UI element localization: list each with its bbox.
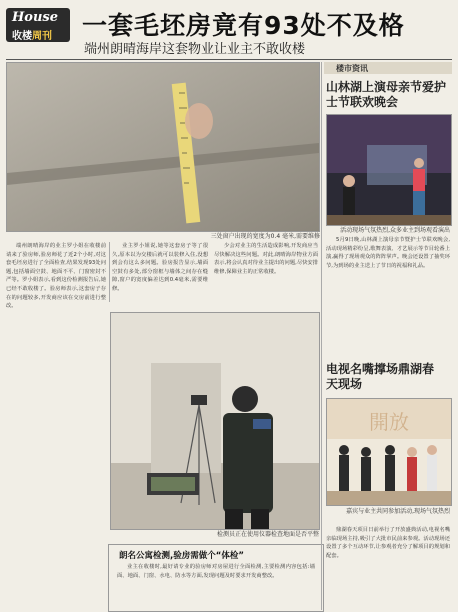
article-column-3: 少会对业主的生活造成影响,开发商应当尽快解决这些问题。对此,朗晴海岸物业方面表示,将会认真对待业主提出的问题,尽快安排维修,保障业主的正常收楼。	[214, 243, 318, 275]
story1-text: 5月9日晚,山林湖上演母亲节暨护士节联欢晚会,活动现场精彩纷呈,歌舞表演、才艺展示等节目轮番上演,赢得了现场观众的阵阵掌声。晚会还设置了抽奖环节,为到场的业主送上了节日的祝福和礼品。	[326, 237, 450, 269]
story2-headline: 电视名嘴撑场鼎湖春天现场	[326, 362, 435, 391]
story1-headline: 山林湖上演母亲节爱护士节联欢晚会	[326, 80, 447, 109]
photo-inspector-caption: 检测员正在使用仪器检查地面是否平整	[216, 531, 319, 538]
sidebar-divider	[321, 62, 322, 610]
photo-opening-ceremony	[326, 398, 452, 506]
column-divider	[109, 242, 110, 302]
article-column-1: 端州朗晴海岸的业主罗小姐在收楼前请来了验房师,验房师花了近2个小时,对这套毛坯房进行了全面检查,结果发现93处问题,包括墙面空鼓、地面不平、门窗密封不严等。罗小姐表示,看到这份检测报告后,她已经不敢收楼了。验房师表示,这套房子存在的问题较多,开发商应该在交房前进行整改。	[6, 243, 106, 310]
house-logo	[6, 8, 70, 42]
callout-box	[108, 544, 324, 612]
photo-stage-show	[326, 114, 452, 226]
photo-wall-measure-image	[7, 63, 319, 231]
callout-text: 业主在收楼时,最好请专业的验房师对房屋进行全面检测,主要检测内容包括:墙面、地面、门窗、水电、防水等方面,发现问题及时要求开发商整改。	[117, 564, 315, 579]
photo-stage-show-image	[327, 115, 451, 225]
svg-text:開放: 開放	[369, 410, 409, 434]
article-column-2: 业主罗小姐说,她等这套房子等了很久,原本以为交楼后就可以装修入住,没想到会有这么多问题。验房报告显示,墙面空鼓有多处,部分窗框与墙体之间存在缝隙,窗户的宽度偏差达到0.4毫米,需要维修。	[112, 243, 208, 292]
header-rule	[6, 59, 452, 60]
story2-caption: 嘉宾与业主共同参加活动,现场气氛热烈	[346, 508, 450, 515]
page-headline: 一套毛坯房竟有93处不及格	[82, 11, 405, 40]
story2-text: 鼎湖春天项目日前举行了开放盛典活动,电视名嘴亲临现场主持,吸引了大批市民前来参观。活动现场还设置了多个互动环节,让参观者充分了解项目的规划和配套。	[326, 527, 450, 559]
story1-caption: 活动现场气氛热烈,众多业主到场观看演出	[340, 227, 450, 234]
page-subheadline: 端州朗晴海岸这套物业让业主不敢收楼	[84, 42, 306, 57]
photo-wall-measure	[6, 62, 320, 232]
photo-inspector-image	[111, 313, 319, 529]
callout-title: 朗名公寓检测,验房需做个“体检”	[119, 551, 244, 561]
logo-text: House	[12, 10, 58, 25]
photo-wall-measure-caption: 三处窗户出现的宽度为0.4 毫米,需要维修	[210, 233, 320, 240]
logo-subtext: 收楼周刊	[12, 31, 52, 42]
photo-opening-ceremony-image	[327, 399, 451, 505]
photo-inspector	[110, 312, 320, 530]
section-label: 楼市资讯	[336, 64, 368, 73]
